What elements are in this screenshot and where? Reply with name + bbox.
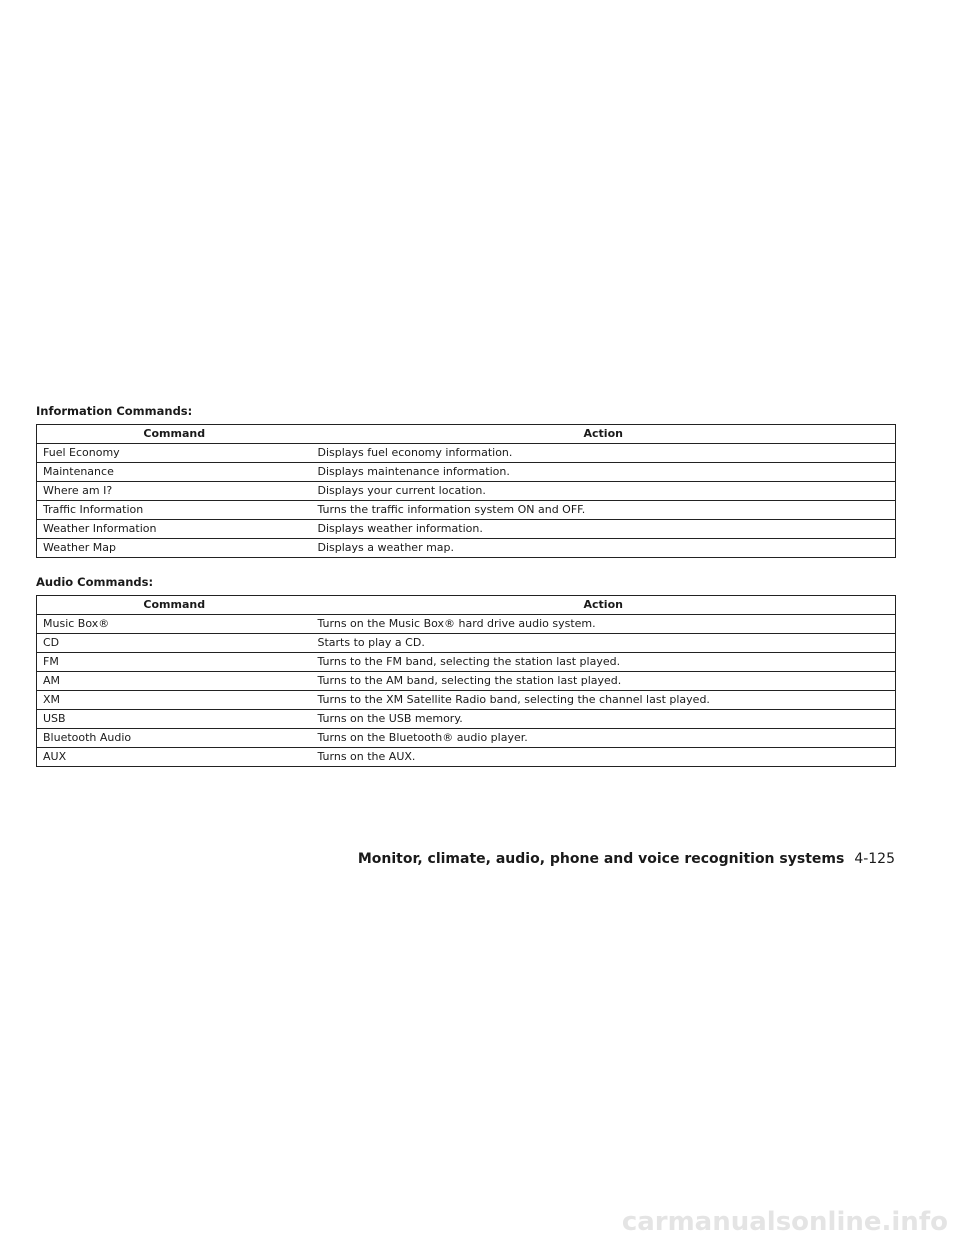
table-row <box>37 672 896 691</box>
command-cell: Bluetooth Audio <box>37 729 312 748</box>
watermark: carmanualsonline.info <box>621 1207 948 1237</box>
action-cell: Turns on the USB memory. <box>312 710 896 729</box>
action-cell: Turns to the AM band, selecting the station last played. <box>312 672 896 691</box>
action-cell: Turns to the FM band, selecting the station last played. <box>312 653 896 672</box>
action-cell: Displays maintenance information. <box>312 463 896 482</box>
action-cell: Displays weather information. <box>312 520 896 539</box>
table-row <box>37 710 896 729</box>
command-cell: Fuel Economy <box>37 444 312 463</box>
command-cell: USB <box>37 710 312 729</box>
command-column-header: Command <box>37 596 312 615</box>
information-commands-table <box>36 424 896 558</box>
page-footer <box>358 851 895 867</box>
action-column-header: Action <box>312 425 896 444</box>
table-row <box>37 520 896 539</box>
table-header-row <box>37 596 896 615</box>
command-cell: Maintenance <box>37 463 312 482</box>
audio-commands-table <box>36 595 896 767</box>
footer-section-name: Monitor, climate, audio, phone and voice recognition systems <box>357 851 845 867</box>
table-row <box>37 634 896 653</box>
command-cell: Weather Information <box>37 520 312 539</box>
table-row <box>37 691 896 710</box>
table-row <box>37 748 896 767</box>
command-cell: Where am I? <box>37 482 312 501</box>
action-cell: Turns on the AUX. <box>312 748 896 767</box>
command-cell: FM <box>37 653 312 672</box>
audio-commands-title: Audio Commands: <box>36 575 154 589</box>
table-row <box>37 539 896 558</box>
table-row <box>37 501 896 520</box>
command-cell: XM <box>37 691 312 710</box>
action-cell: Turns on the Music Box® hard drive audio system. <box>312 615 896 634</box>
action-cell: Turns to the XM Satellite Radio band, selecting the channel last played. <box>312 691 896 710</box>
action-cell: Starts to play a CD. <box>312 634 896 653</box>
command-cell: Weather Map <box>37 539 312 558</box>
table-row <box>37 444 896 463</box>
table-row <box>37 653 896 672</box>
table-row <box>37 729 896 748</box>
command-column-header: Command <box>37 425 312 444</box>
command-cell: AM <box>37 672 312 691</box>
page-number: 4-125 <box>854 851 895 867</box>
table-row <box>37 463 896 482</box>
command-cell: Traffic Information <box>37 501 312 520</box>
action-cell: Turns on the Bluetooth® audio player. <box>312 729 896 748</box>
information-commands-title: Information Commands: <box>36 404 193 418</box>
action-column-header: Action <box>312 596 896 615</box>
table-row <box>37 615 896 634</box>
table-row <box>37 482 896 501</box>
command-cell: Music Box® <box>37 615 312 634</box>
action-cell: Displays a weather map. <box>312 539 896 558</box>
table-header-row <box>37 425 896 444</box>
action-cell: Turns the traffic information system ON and OFF. <box>312 501 896 520</box>
command-cell: CD <box>37 634 312 653</box>
action-cell: Displays your current location. <box>312 482 896 501</box>
command-cell: AUX <box>37 748 312 767</box>
action-cell: Displays fuel economy information. <box>312 444 896 463</box>
